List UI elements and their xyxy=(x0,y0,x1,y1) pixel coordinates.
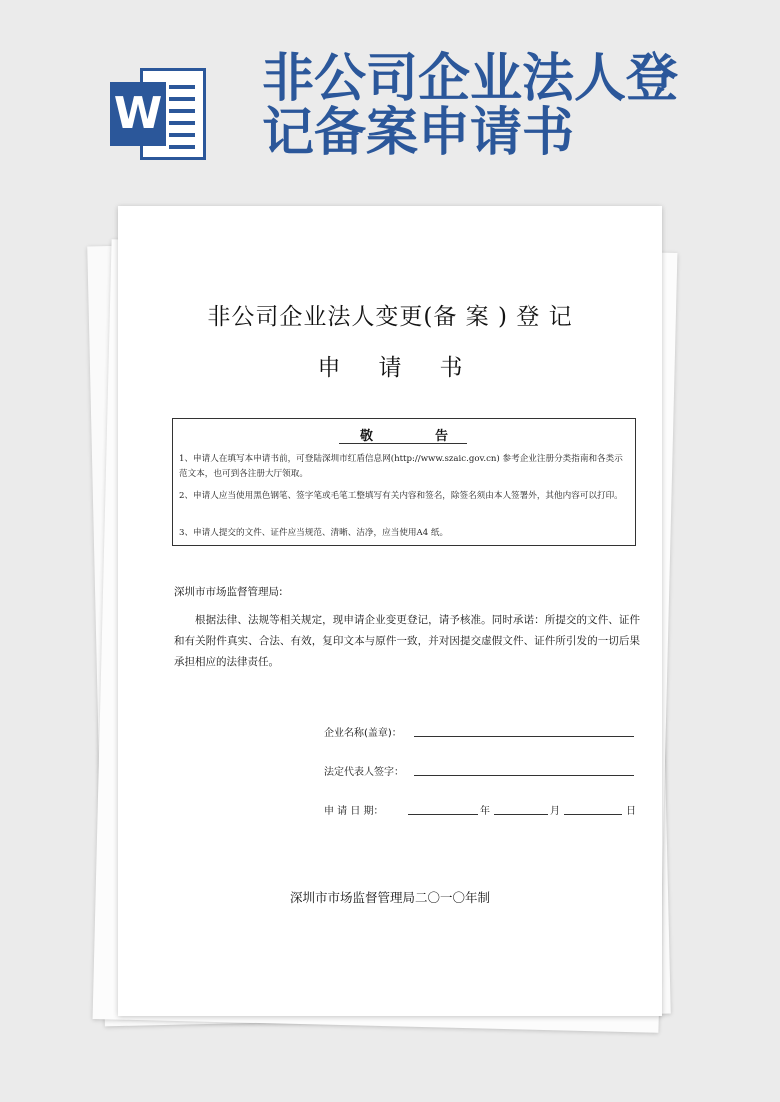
recipient-line: 深圳市市场监督管理局: xyxy=(174,586,283,598)
document-subtitle: 申请书 xyxy=(317,355,501,381)
footer-issuer: 深圳市市场监督管理局二〇一〇年制 xyxy=(289,890,490,905)
legal-rep-row xyxy=(324,763,636,781)
word-icon xyxy=(110,68,210,160)
year-label: 年 xyxy=(480,806,490,817)
date-month-field[interactable] xyxy=(494,802,548,815)
page-title: 非公司企业法人登记备案申请书 xyxy=(262,49,679,163)
application-date-row xyxy=(324,802,644,820)
notice-item-2: 2、申请人应当使用黑色钢笔、签字笔或毛笔工整填写有关内容和签名，除签名须由本人签署外，其他内容可以打印。 xyxy=(179,491,623,501)
word-logo-letter: W xyxy=(110,82,166,146)
notice-item-1: 1、申请人在填写本申请书前，可登陆深圳市红盾信息网(http://www.szaic.gov.cn) 参考企业注册分类指南和各类示范文本，也可到各注册大厅领取。 xyxy=(179,454,623,479)
notice-heading: 敬告 xyxy=(359,429,510,444)
notice-item-3: 3、申请人提交的文件、证件应当规范、清晰、洁净，应当使用A4 纸。 xyxy=(179,528,449,538)
notice-box xyxy=(172,418,636,546)
month-label: 月 xyxy=(550,806,560,817)
document-sheet xyxy=(118,206,662,1016)
company-name-label: 企业名称(盖章)： xyxy=(324,728,402,739)
declaration-paragraph: 根据法律、法规等相关规定，现申请企业变更登记，请予核准。同时承诺：所提交的文件、证件和有关附件真实、合法、有效，复印文本与原件一致，并对因提交虚假文件、证件所引发的一切后果承担相应的法律责任。 xyxy=(174,614,640,668)
company-name-row xyxy=(324,724,636,742)
notice-heading-underline xyxy=(339,443,467,444)
date-year-field[interactable] xyxy=(408,802,478,815)
company-name-field[interactable] xyxy=(414,724,634,737)
document-title: 非公司企业法人变更(备 案 ) 登 记 xyxy=(207,304,573,330)
day-label: 日 xyxy=(626,806,636,817)
application-date-label: 申 请 日 期： xyxy=(324,806,384,817)
date-day-field[interactable] xyxy=(564,802,622,815)
legal-rep-signature-field[interactable] xyxy=(414,763,634,776)
legal-rep-label: 法定代表人签字： xyxy=(324,767,404,778)
